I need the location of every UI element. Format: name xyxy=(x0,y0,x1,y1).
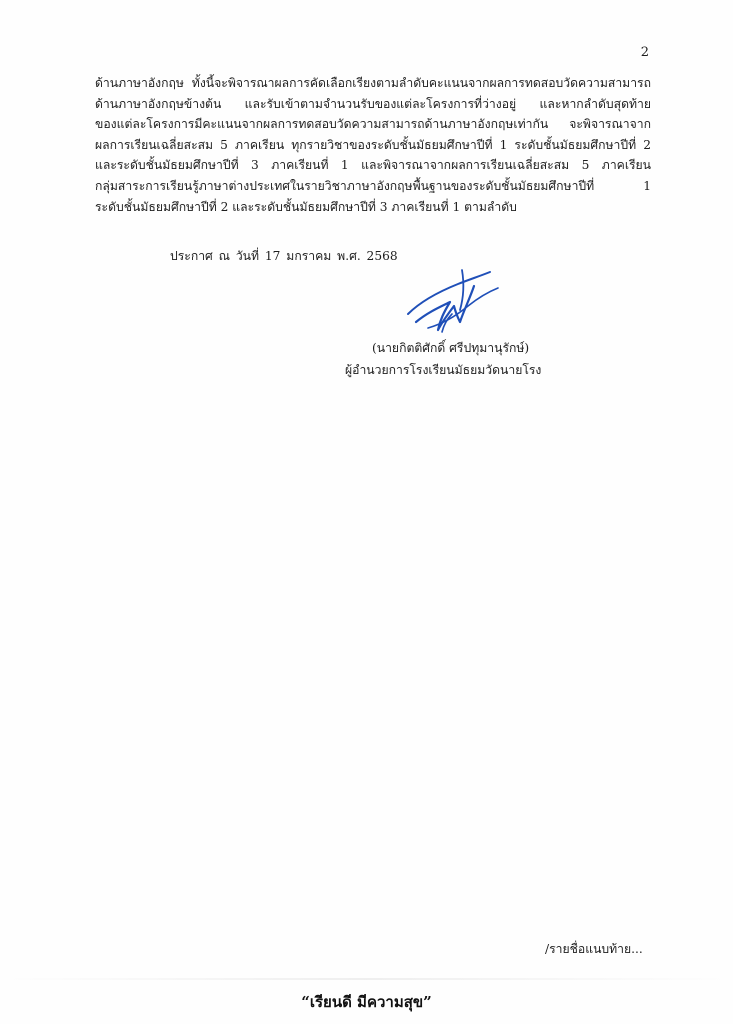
body-line: กลุ่มสาระการเรียนรู้ภาษาต่างประเทศในรายวิชาภาษาอังกฤษพื้นฐานของระดับชั้นมัธยมศึกษาปีที่ 1 xyxy=(95,178,651,193)
body-line: และระดับชั้นมัธยมศึกษาปีที่ 3 ภาคเรียนที่ 1 และพิจารณาจากผลการเรียนเฉลี่ยสะสม 5 ภาคเรียน xyxy=(95,158,651,173)
body-line: ระดับชั้นมัธยมศึกษาปีที่ 2 และระดับชั้นมัธยมศึกษาปีที่ 3 ภาคเรียนที่ 1 ตามลำดับ xyxy=(95,199,517,214)
announcement-body xyxy=(95,73,651,217)
body-line: ผลการเรียนเฉลี่ยสะสม 5 ภาคเรียน ทุกรายวิชาของระดับชั้นมัธยมศึกษาปีที่ 1 ระดับชั้นมัธยมศึกษาปีที่ 2 xyxy=(95,137,651,152)
attached-list-note: /รายชื่อแนบท้าย... xyxy=(545,942,643,956)
handwritten-signature xyxy=(398,262,508,342)
school-motto: “เรียนดี มีความสุข” xyxy=(301,993,432,1011)
body-line: ด้านภาษาอังกฤษ ทั้งนี้จะพิจารณาผลการคัดเลือกเรียงตามลำดับคะแนนจากผลการทดสอบวัดความสามารถ xyxy=(95,76,651,90)
scan-edge-line xyxy=(0,978,733,980)
body-line: ของแต่ละโครงการมีคะแนนจากผลการทดสอบวัดความสามารถด้านภาษาอังกฤษเท่ากัน จะพิจารณาจาก xyxy=(95,117,651,132)
signer-name: (นายกิตติศักดิ์ ศรีปทุมานุรักษ์) xyxy=(372,341,530,355)
signer-title: ผู้อำนวยการโรงเรียนมัธยมวัดนายโรง xyxy=(345,363,542,377)
announcement-date: ประกาศ ณ วันที่ 17 มกราคม พ.ศ. 2568 xyxy=(170,249,398,263)
body-line: ด้านภาษาอังกฤษข้างต้น และรับเข้าตามจำนวนรับของแต่ละโครงการที่ว่างอยู่ และหากลำดับสุดท้าย xyxy=(95,96,651,111)
page-number: 2 xyxy=(640,45,649,60)
